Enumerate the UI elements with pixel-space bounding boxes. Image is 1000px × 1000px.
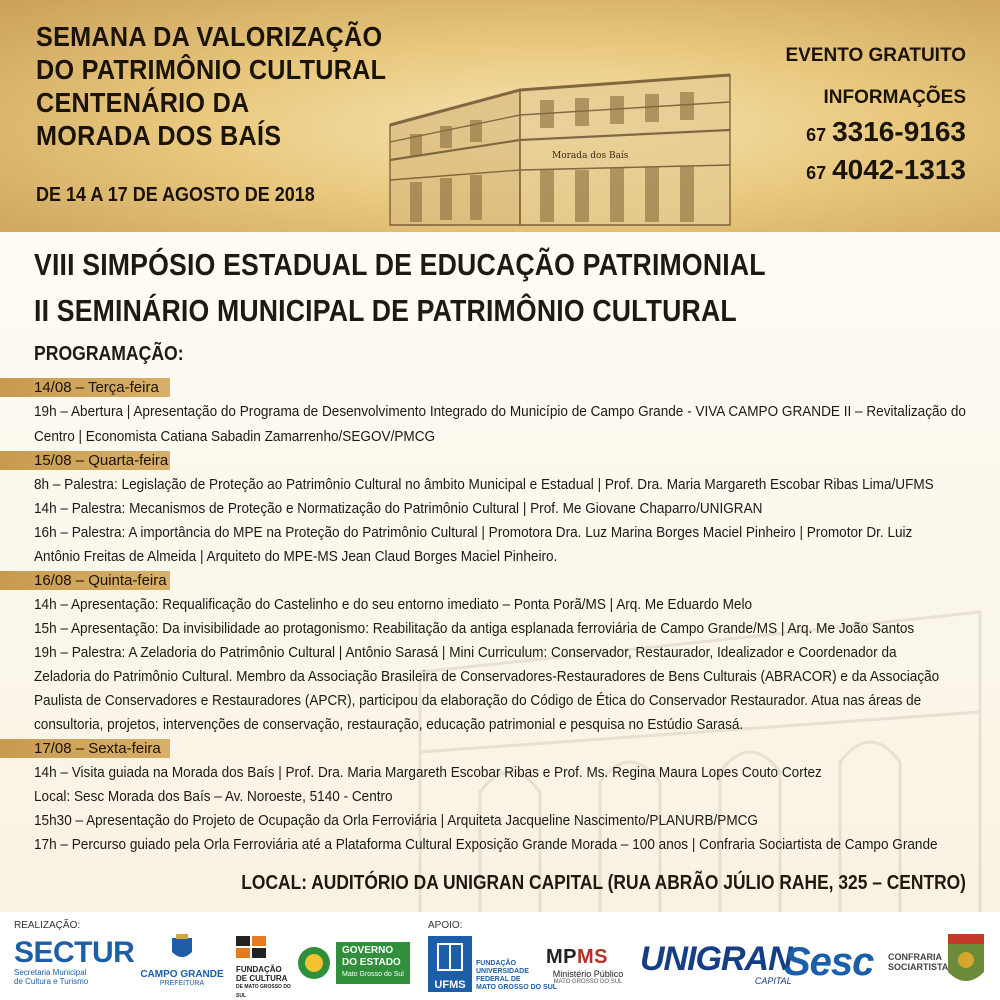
phone-number-1[interactable]: [785, 116, 966, 148]
day-header-16-08: 16/08 – Quinta-feira: [0, 571, 170, 590]
governo-box: [336, 942, 410, 984]
ufms-box: [428, 936, 472, 992]
schedule-line: 8h – Palestra: Legislação de Proteção ao Patrimônio Cultural no âmbito Municipal e Estadual | Prof. Dra. Maria Margareth Escobar Ribas Lima/UFMS: [34, 477, 934, 493]
schedule-line: 15h30 – Apresentação do Projeto de Ocupação da Orla Ferroviária | Arquiteta Jacqueline Nascimento/PLANURB/PMCG: [34, 813, 759, 829]
ufms-side-2: UNIVERSIDADE: [476, 968, 529, 975]
fundacao-symbol-icon: [236, 936, 266, 960]
building-sign: Morada dos Baís: [552, 151, 629, 161]
unigran-logo: [640, 942, 792, 986]
schedule-line: 15h – Apresentação: Da invisibilidade ao protagonismo: Reabilitação da antiga esplanada ferroviária de Campo Grande/MS | Arq. Me João Santos: [34, 621, 915, 637]
governo-ms-logo: [296, 942, 410, 984]
unigran-sub: CAPITAL: [754, 976, 792, 986]
sectur-sub-2: de Cultura e Turismo: [14, 977, 89, 986]
phone-ddd: 67: [806, 163, 827, 183]
confraria-emblem: [946, 932, 986, 995]
title-line: MORADA DOS BAÍS: [36, 120, 282, 151]
schedule-line: Paulista de Conservadores e Restauradores (APCR), participou da elaboração do Código de Ética do Conservador Restaurador. Atua nas áreas de: [34, 693, 922, 709]
schedule-line: Zeladoria do Patrimônio Cultural. Membro da Associação Brasileira de Conservadores-Restauradores de Bens Culturais (ABRACOR) e da Associação: [34, 669, 940, 685]
schedule-line: 19h – Abertura | Apresentação do Programa de Desenvolvimento Integrado do Município de Campo Grande - VIVA CAMPO GRANDE II – Revitalização do: [34, 404, 966, 420]
program-content: [0, 232, 1000, 912]
title-line: SEMANA DA VALORIZAÇÃO: [36, 21, 383, 52]
schedule-line: Antônio Freitas de Almeida | Arquiteto do MPE-MS Jean Claud Borges Maciel Pinheiro.: [34, 549, 558, 565]
info-label: INFORMAÇÕES: [823, 87, 966, 108]
phone-ddd: 67: [806, 125, 827, 145]
sesc-logo: [784, 942, 873, 982]
sectur-sub-1: Secretaria Municipal: [14, 968, 87, 977]
event-week-title: [36, 20, 387, 152]
program-heading: PROGRAMAÇÃO:: [34, 343, 184, 365]
free-event-label: EVENTO GRATUITO: [785, 45, 966, 66]
campo-grande-sub: PREFEITURA: [159, 980, 205, 987]
ufms-side-4: MATO GROSSO DO SUL: [476, 984, 558, 991]
symposium-title: VIII SIMPÓSIO ESTADUAL DE EDUCAÇÃO PATRIMONIAL: [34, 247, 766, 282]
sponsors-footer: [0, 912, 1000, 1000]
schedule-line: 19h – Palestra: A Zeladoria do Patrimônio Cultural | Antônio Sarasá | Mini Curriculum: Conservador, Restaurador, Idealizador e Coordenador da: [34, 645, 897, 661]
event-dates: DE 14 A 17 DE AGOSTO DE 2018: [36, 184, 315, 206]
schedule-line: Centro | Economista Catiana Sabadin Zamarrenho/SEGOV/PMCG: [34, 429, 436, 445]
contact-block: [785, 44, 966, 186]
morada-dos-bais-building-illustration: [370, 30, 740, 230]
venue-location: LOCAL: AUDITÓRIO DA UNIGRAN CAPITAL (RUA ABRÃO JÚLIO RAHE, 325 – CENTRO): [241, 872, 966, 894]
schedule-line: consultoria, projetos, intervenções de conservação, restauração, educação patrimonial e pesquisa no Estúdio Sarasá.: [34, 717, 744, 733]
schedule-line: 16h – Palestra: A importância do MPE na Proteção do Patrimônio Cultural | Promotora Dra. Luz Marina Borges Maciel Pinheiro | Promotor Dr. Luiz: [34, 525, 913, 541]
unigran-wordmark: UNIGRAN: [640, 940, 792, 978]
confraria-logo: [888, 952, 948, 972]
schedule-line: 14h – Apresentação: Requalificação do Castelinho e do seu entorno imediato – Ponta Porã/MS | Arq. Me Eduardo Melo: [34, 597, 753, 613]
ufms-wordmark: UFMS: [434, 979, 466, 991]
phone-digits: 4042-1313: [832, 154, 966, 185]
schedule-line: 17h – Percurso guiado pela Orla Ferroviária até a Plataforma Cultural Exposição Grande Morada – 100 anos | Confraria Sociartista de Campo Grande: [34, 837, 938, 853]
ufms-logo: [428, 936, 557, 992]
campo-grande-logo: [134, 934, 230, 987]
city-crest-icon: [134, 934, 230, 964]
confraria-line-2: SOCIARTISTA: [888, 962, 949, 972]
sectur-wordmark: SECTUR: [14, 936, 135, 969]
realizacao-label: REALIZAÇÃO:: [14, 920, 81, 931]
governo-line-2: DO ESTADO: [342, 957, 401, 968]
title-line: DO PATRIMÔNIO CULTURAL: [36, 54, 387, 85]
header-banner: [0, 0, 1000, 232]
confraria-shield-icon: [946, 932, 986, 990]
ufms-side-1: FUNDAÇÃO: [476, 960, 517, 967]
schedule-line: Local: Sesc Morada dos Baís – Av. Noroeste, 5140 - Centro: [34, 789, 393, 805]
confraria-line-1: CONFRARIA: [888, 952, 942, 962]
sectur-logo: [14, 938, 134, 986]
mp-text: MP: [546, 946, 577, 968]
ufms-side-3: FEDERAL DE: [476, 976, 521, 983]
mpms-sub: Ministério Público: [552, 969, 624, 979]
fundacao-line-1: FUNDAÇÃO: [236, 965, 282, 974]
phone-number-2[interactable]: [785, 154, 966, 186]
ufms-side-text: [476, 960, 557, 992]
seminar-title: II SEMINÁRIO MUNICIPAL DE PATRIMÔNIO CULTURAL: [34, 293, 737, 328]
state-coat-of-arms-icon: [296, 944, 332, 982]
day-header-17-08: 17/08 – Sexta-feira: [0, 739, 170, 758]
sesc-wordmark: Sesc: [784, 940, 874, 984]
schedule-line: 14h – Palestra: Mecanismos de Proteção e Normatização do Patrimônio Cultural | Prof. Me Giovane Chaparro/UNIGRAN: [34, 501, 763, 517]
mpms-logo: [546, 946, 630, 985]
apoio-label: APOIO:: [428, 920, 463, 931]
ufms-emblem-icon: [428, 936, 472, 976]
fundacao-cultura-logo: [236, 936, 292, 1000]
mpms-sub-2: MATO GROSSO DO SUL: [553, 979, 623, 985]
fundacao-line-3: DE MATO GROSSO DO SUL: [236, 984, 291, 999]
day-header-14-08: 14/08 – Terça-feira: [0, 378, 170, 397]
campo-grande-name: CAMPO GRANDE: [140, 969, 224, 980]
day-header-15-08: 15/08 – Quarta-feira: [0, 451, 170, 470]
governo-line-1: GOVERNO: [342, 945, 394, 956]
title-line: CENTENÁRIO DA: [36, 87, 250, 118]
schedule-line: 14h – Visita guiada na Morada dos Baís | Prof. Dra. Maria Margareth Escobar Ribas e Prof. Ms. Regina Maura Lopes Couto Cortez: [34, 765, 822, 781]
mpms-wordmark: [546, 946, 630, 969]
ms-text: MS: [577, 946, 608, 968]
governo-line-3: Mato Grosso do Sul: [342, 971, 404, 978]
phone-digits: 3316-9163: [832, 116, 966, 147]
fundacao-line-2: DE CULTURA: [236, 974, 288, 983]
